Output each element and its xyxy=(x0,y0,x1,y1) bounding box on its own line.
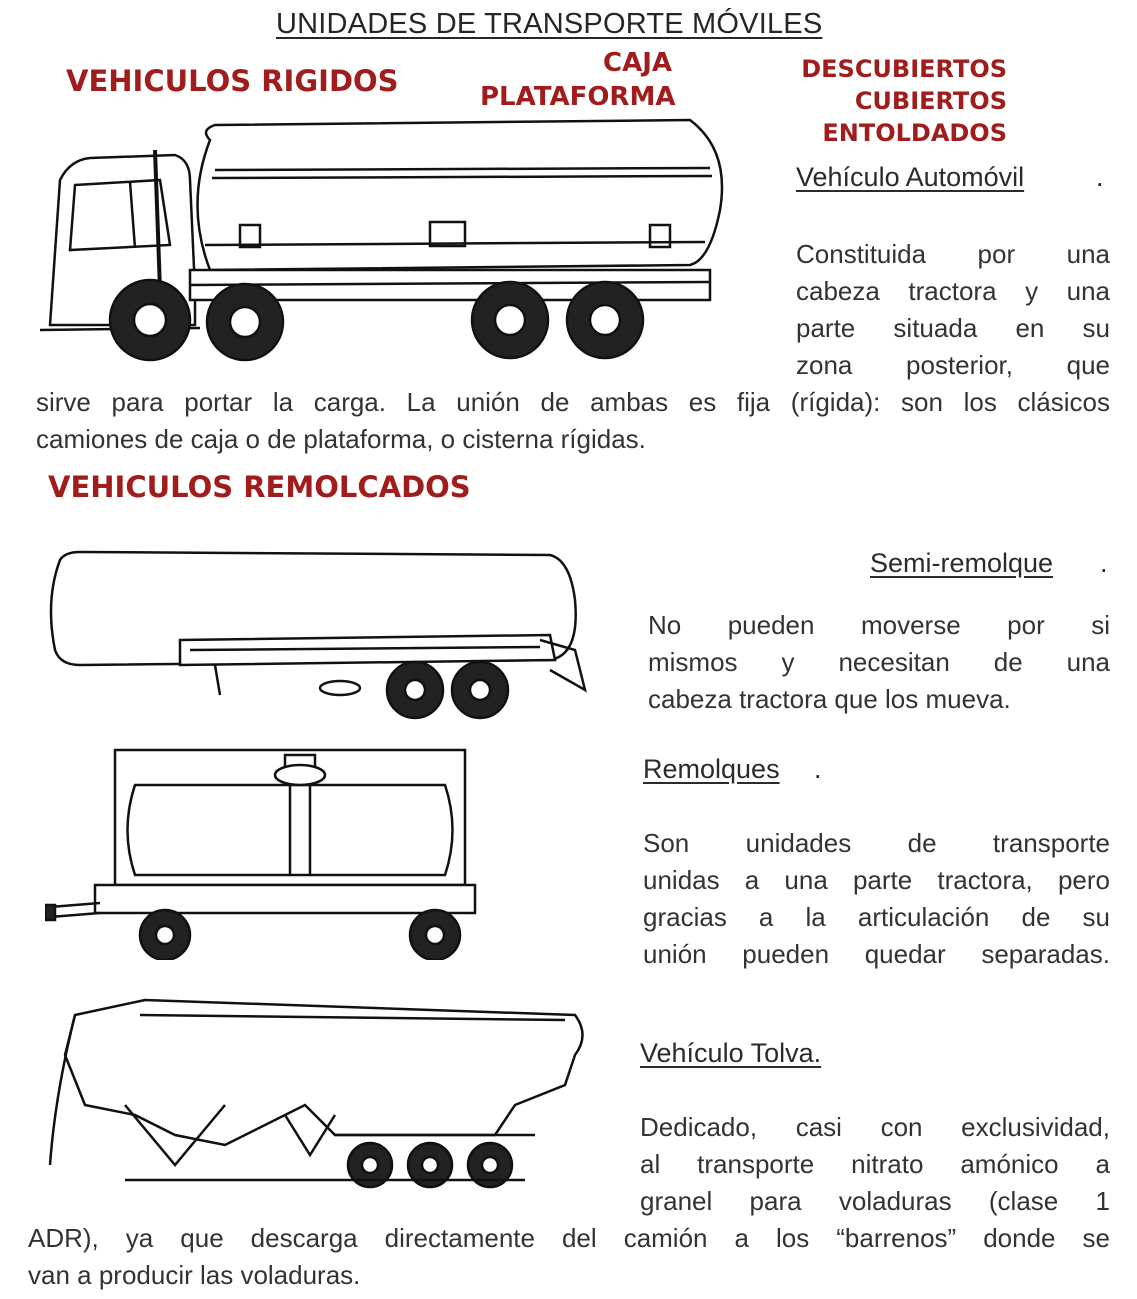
automovil-line-3: parte situada en su xyxy=(796,313,1110,343)
remolques-line-1: Son unidades de transporte xyxy=(643,828,1110,858)
heading-vehiculo-automovil: Vehículo Automóvil xyxy=(796,162,1025,192)
automovil-line-5: sirve para portar la carga. La unión de ambas es fija (rígida): son los clásicos xyxy=(36,387,1110,417)
label-vehiculos-rigidos: VEHICULOS RIGIDOS xyxy=(66,64,399,98)
tolva-line-4: ADR), ya que descarga directamente del camión a los “barrenos” donde se xyxy=(28,1223,1110,1253)
tolva-line-3: granel para voladuras (clase 1 xyxy=(640,1186,1110,1216)
rigid-tanker-truck-illustration xyxy=(40,110,740,372)
page-title: UNIDADES DE TRANSPORTE MÓVILES xyxy=(276,8,823,40)
heading-period: . xyxy=(1100,548,1108,578)
semi-line-3: cabeza tractora que los mueva. xyxy=(648,684,1011,714)
trailer-illustration xyxy=(45,745,500,960)
tolva-line-5: van a producir las voladuras. xyxy=(28,1260,361,1290)
remolques-line-3: gracias a la articulación de su xyxy=(643,902,1110,932)
label-descubiertos: DESCUBIERTOS xyxy=(801,55,1007,83)
automovil-line-2: cabeza tractora y una xyxy=(796,276,1110,306)
tolva-line-1: Dedicado, casi con exclusividad, xyxy=(640,1112,1110,1142)
semi-line-2: mismos y necesitan de una xyxy=(648,647,1110,677)
label-plataforma: PLATAFORMA xyxy=(480,82,676,112)
heading-period: . xyxy=(1096,162,1104,192)
heading-vehiculo-tolva: Vehículo Tolva. xyxy=(640,1038,822,1068)
semi-line-1: No pueden moverse por si xyxy=(648,610,1110,640)
heading-remolques: Remolques xyxy=(643,754,780,784)
label-cubiertos: CUBIERTOS xyxy=(854,87,1007,115)
tolva-line-2: al transporte nitrato amónico a xyxy=(640,1149,1110,1179)
hopper-trailer-illustration xyxy=(45,995,590,1195)
semi-trailer-illustration xyxy=(40,540,588,725)
label-entoldados: ENTOLDADOS xyxy=(822,119,1007,147)
heading-period: . xyxy=(814,754,822,784)
heading-semi-remolque: Semi-remolque xyxy=(870,548,1054,578)
automovil-line-1: Constituida por una xyxy=(796,239,1110,269)
label-vehiculos-remolcados: VEHICULOS REMOLCADOS xyxy=(48,470,471,504)
label-caja: CAJA xyxy=(603,48,672,78)
automovil-line-6: camiones de caja o de plataforma, o cisterna rígidas. xyxy=(36,424,646,454)
remolques-line-2: unidas a una parte tractora, pero xyxy=(643,865,1110,895)
remolques-line-4: unión pueden quedar separadas. xyxy=(643,939,1110,969)
automovil-line-4: zona posterior, que xyxy=(796,350,1110,380)
